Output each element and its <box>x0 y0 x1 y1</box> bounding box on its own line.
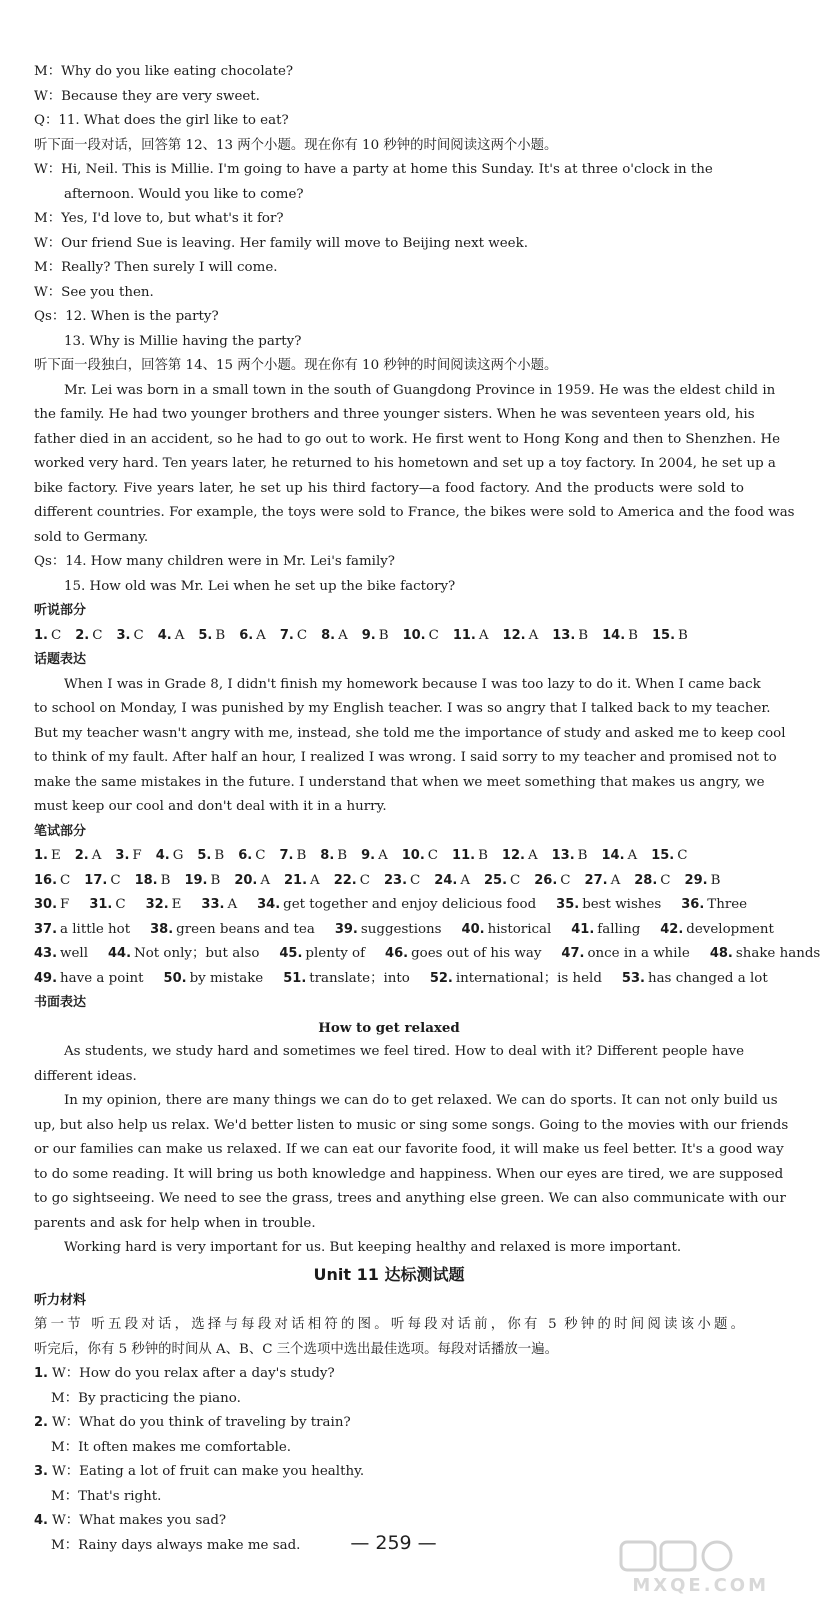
essay-title: How to get relaxed <box>318 1019 460 1036</box>
answer-row-written-1 <box>34 844 744 869</box>
answer-item <box>34 918 130 943</box>
heading-written-expression: 书面表达 <box>34 995 87 1010</box>
text-line: W：Because they are very sweet. <box>34 88 260 104</box>
answer-item <box>602 844 638 869</box>
essay-line: to go sightseeing. We need to see the grass, trees and anything else green. We can also communicate with our <box>34 1191 786 1206</box>
answer-number: 12. <box>501 848 525 863</box>
answer-number: 28. <box>634 872 658 888</box>
monologue-line: worked very hard. Ten years later, he returned to his hometown and set up a toy factory. In 2004, he set up a <box>34 456 776 471</box>
dialogue-woman-line: W：What makes you sad? <box>51 1513 227 1528</box>
answer-number: 40. <box>461 921 485 937</box>
essay-line: to do some reading. It will bring us both knowledge and happiness. When our eyes are tired, we are supposed <box>34 1166 784 1182</box>
answer-item <box>146 893 182 918</box>
topic-line: make the same mistakes in the future. I understand that when we meet something that makes us angry, we <box>34 774 765 790</box>
dialogue-number: 4. <box>34 1513 48 1528</box>
answer-item <box>434 869 470 894</box>
answer-number: 33. <box>201 897 225 912</box>
monologue-line: bike factory. Five years later, he set up his third factory—a food factory. And the products were sold to <box>34 480 744 496</box>
text-line: afternoon. Would you like to come? <box>64 186 304 202</box>
monologue-line: the family. He had two younger brothers and three younger sisters. When he was seventeen years old, his <box>34 407 755 422</box>
answer-item <box>108 942 259 967</box>
answer-item <box>184 869 220 894</box>
answer-item <box>34 869 70 894</box>
answer-number: 14. <box>601 848 625 863</box>
dialogue-woman-line: W：What do you think of traveling by train? <box>51 1415 351 1430</box>
answer-number: 38. <box>150 921 174 937</box>
monologue-line: Mr. Lei was born in a small town in the south of Guangdong Province in 1959. He was the eldest child in <box>64 382 776 398</box>
answer-number: 12. <box>502 627 526 643</box>
answer-item <box>710 942 820 967</box>
watermark-text: MXQE.COM <box>632 1575 769 1596</box>
answer-number: 10. <box>402 627 426 643</box>
section-instructions <box>34 1313 744 1362</box>
answer-item <box>283 967 410 992</box>
answer-item <box>403 624 439 649</box>
answer-number: 9. <box>361 627 376 643</box>
answer-number: 36. <box>681 897 705 912</box>
answer-number: 53. <box>621 970 645 986</box>
answer-text: A <box>260 872 271 888</box>
essay-line: different ideas. <box>34 1068 137 1084</box>
answer-text: B <box>160 872 171 888</box>
answer-text: A <box>627 848 638 863</box>
text-line: 听下面一段独白，回答第 14、15 两个小题。现在你有 10 秒钟的时间阅读这两个小题。 <box>34 358 558 373</box>
answer-text: A <box>338 627 348 643</box>
answer-item <box>257 893 536 918</box>
dialogue-number: 2. <box>34 1415 48 1430</box>
answer-text: A <box>460 872 470 888</box>
answer-item <box>503 624 539 649</box>
page-content <box>34 60 820 1558</box>
answer-item <box>34 967 144 992</box>
dialogue-man-line: M：That's right. <box>51 1488 162 1504</box>
answer-item <box>320 844 347 869</box>
answer-number: 8. <box>320 848 335 863</box>
answer-item <box>651 844 687 869</box>
answer-number: 49. <box>34 970 58 986</box>
answer-item <box>156 844 184 869</box>
answer-item <box>84 869 120 894</box>
answer-text: have a point <box>60 970 144 986</box>
answer-number: 27. <box>584 872 608 888</box>
dialogue-man-line: M：It often makes me comfortable. <box>51 1439 292 1455</box>
answer-number: 2. <box>75 627 90 643</box>
answer-item <box>197 844 224 869</box>
answer-text: B <box>215 627 226 643</box>
answer-item <box>361 844 388 869</box>
answer-number: 41. <box>571 921 595 937</box>
answer-item <box>34 893 69 918</box>
answer-text: falling <box>597 921 641 937</box>
answer-text: B <box>337 848 348 863</box>
answer-text: A <box>227 897 238 912</box>
answer-text: A <box>174 627 185 643</box>
essay-line: up, but also help us relax. We'd better listen to music or sing some songs. Going to the movies with our friends <box>34 1117 789 1133</box>
answer-number: 35. <box>556 897 580 912</box>
answer-text: by mistake <box>189 970 264 986</box>
dialogue-man-line: M：By practicing the piano. <box>51 1390 241 1406</box>
answer-text: A <box>528 627 539 643</box>
answer-row-written-4 <box>34 918 774 943</box>
answer-text: C <box>560 872 571 888</box>
answer-number: 10. <box>401 848 425 863</box>
answer-item <box>402 844 438 869</box>
page-number: — 259 — <box>350 1532 437 1554</box>
answer-text: shake hands <box>735 946 820 961</box>
answer-text: C <box>92 627 103 643</box>
answer-text: C <box>677 848 688 863</box>
answer-text: C <box>115 897 126 912</box>
answer-item <box>75 844 102 869</box>
answer-number: 1. <box>34 848 48 863</box>
answer-item <box>585 869 621 894</box>
answer-number: 25. <box>483 872 508 888</box>
answer-text: C <box>427 848 439 863</box>
answer-item <box>534 869 570 894</box>
dialogue-man-line: M：Rainy days always make me sad. <box>51 1537 301 1553</box>
topic-line: to school on Monday, I was punished by my English teacher. I was so angry that I talked back to my teacher. <box>34 701 771 716</box>
dialogue-number: 1. <box>34 1366 48 1381</box>
answer-item <box>602 624 638 649</box>
question-15: 15. How old was Mr. Lei when he set up the bike factory? <box>64 578 456 594</box>
watermark-logo <box>584 1538 769 1596</box>
answer-text: get together and enjoy delicious food <box>283 897 537 912</box>
heading-written-part: 笔试部分 <box>34 823 87 839</box>
dialogue-question-line <box>34 1411 744 1436</box>
answer-text: C <box>133 627 144 643</box>
answer-number: 22. <box>333 872 357 888</box>
answer-number: 18. <box>134 872 158 888</box>
monologue-line: father died in an accident, so he had to go out to work. He first went to Hong Kong and then to Shenzhen. He <box>34 431 781 447</box>
dialogue-question-line <box>34 1460 744 1485</box>
answer-text: C <box>255 848 266 863</box>
question-14: Qs：14. How many children were in Mr. Lei's family? <box>34 554 395 569</box>
answer-number: 15. <box>652 627 676 643</box>
answer-item <box>552 844 588 869</box>
answer-item <box>116 624 143 649</box>
answer-item <box>335 918 442 943</box>
answer-number: 48. <box>709 946 733 961</box>
answer-number: 2. <box>74 848 89 863</box>
answer-item <box>334 869 370 894</box>
answer-item <box>571 918 640 943</box>
answer-number: 46. <box>385 946 409 961</box>
answer-text: E <box>171 897 182 912</box>
answer-number: 1. <box>34 627 48 643</box>
answer-text: international；is held <box>455 970 602 986</box>
essay-paragraph-1 <box>34 1040 744 1089</box>
watermark-icon <box>619 1538 739 1574</box>
unit-title: Unit 11 达标测试题 <box>313 1264 465 1284</box>
answer-item <box>280 624 307 649</box>
essay-line: parents and ask for help when in trouble. <box>34 1215 316 1231</box>
topic-line: When I was in Grade 8, I didn't finish my homework because I was too lazy to do it. When I came back <box>64 676 761 692</box>
answer-number: 4. <box>157 627 172 643</box>
answer-text: F <box>60 897 70 912</box>
answer-text: C <box>660 872 671 888</box>
instruction-line: 第一节 听五段对话，选择与每段对话相符的图。听每段对话前，你有 5 秒钟的时间阅读该小题。 <box>34 1317 744 1332</box>
answer-item <box>321 624 348 649</box>
topic-line: But my teacher wasn't angry with me, instead, she told me the importance of study and asked me to keep cool <box>34 725 786 741</box>
answer-item <box>284 869 320 894</box>
answer-item <box>198 624 225 649</box>
dialogue-block-top <box>34 60 744 379</box>
answer-item <box>622 967 768 992</box>
text-line: 听下面一段对话，回答第 12、13 两个小题。现在你有 10 秒钟的时间阅读这两个小题。 <box>34 137 558 153</box>
answer-item <box>115 844 141 869</box>
dialogue-question-line <box>34 1362 744 1387</box>
answer-item <box>385 942 541 967</box>
answer-item <box>150 918 315 943</box>
answer-number: 7. <box>279 627 294 643</box>
answer-item <box>452 844 488 869</box>
answer-text: C <box>359 872 370 888</box>
answer-number: 4. <box>155 848 170 863</box>
answer-number: 43. <box>34 946 58 961</box>
topic-line: must keep our cool and don't deal with it in a hurry. <box>34 799 387 814</box>
answer-text: suggestions <box>360 921 442 937</box>
answer-row-written-5 <box>34 942 820 967</box>
dialogue-woman-line: W：Eating a lot of fruit can make you healthy. <box>51 1464 365 1479</box>
dialogue-number: 3. <box>34 1464 48 1479</box>
answer-number: 45. <box>279 946 303 961</box>
essay-line: or our families can make us relaxed. If we can eat our favorite food, it will make us feel better. It's a good way <box>34 1142 784 1157</box>
answer-text: A <box>91 848 102 863</box>
answer-row-written-3 <box>34 893 748 918</box>
answer-item <box>238 844 265 869</box>
answer-number: 11. <box>452 848 476 863</box>
answer-number: 52. <box>429 970 453 986</box>
answer-number: 14. <box>602 627 626 643</box>
answer-text: E <box>50 848 61 863</box>
answer-number: 44. <box>107 946 132 961</box>
text-line: Qs：12. When is the party? <box>34 309 219 324</box>
answer-number: 34. <box>257 897 281 912</box>
answer-item <box>384 869 420 894</box>
dialogue-list <box>34 1362 744 1558</box>
answer-item <box>164 967 264 992</box>
answer-number: 6. <box>238 848 253 863</box>
answer-number: 17. <box>84 872 108 888</box>
answer-text: C <box>50 627 62 643</box>
answer-number: 21. <box>284 872 308 888</box>
answer-number: 6. <box>239 627 254 643</box>
instruction-line: 听完后，你有 5 秒钟的时间从 A、B、C 三个选项中选出最佳选项。每段对话播放一遍。 <box>34 1341 558 1357</box>
answer-number: 8. <box>321 627 336 643</box>
answer-text: green beans and tea <box>176 921 315 937</box>
answer-text: once in a while <box>587 946 690 961</box>
answer-number: 50. <box>163 970 187 986</box>
heading-listening-speaking: 听说部分 <box>34 603 87 618</box>
answer-number: 7. <box>279 848 294 863</box>
answer-text: plenty of <box>305 946 366 961</box>
answer-text: has changed a lot <box>647 970 768 986</box>
answer-text: A <box>610 872 621 888</box>
answer-item <box>556 893 661 918</box>
answer-number: 31. <box>89 897 113 912</box>
answer-item <box>430 967 602 992</box>
answer-item <box>681 893 747 918</box>
answer-text: B <box>678 627 688 643</box>
monologue-line: sold to Germany. <box>34 529 149 545</box>
text-line: 13. Why is Millie having the party? <box>64 333 302 349</box>
answer-text: B <box>577 848 588 863</box>
answer-text: B <box>710 872 721 888</box>
answer-number: 11. <box>452 627 476 643</box>
answer-item <box>158 624 185 649</box>
answer-text: translate；into <box>309 970 410 986</box>
answer-number: 13. <box>551 848 575 863</box>
answer-number: 9. <box>361 848 376 863</box>
answer-number: 30. <box>34 897 58 912</box>
answer-text: a little hot <box>60 921 131 937</box>
answer-number: 32. <box>145 897 169 912</box>
answer-row-written-2 <box>34 869 744 894</box>
answer-number: 29. <box>684 872 708 888</box>
answer-text: well <box>60 946 88 961</box>
answer-item <box>279 844 306 869</box>
answer-item <box>34 624 61 649</box>
answer-text: A <box>310 872 320 888</box>
answer-text: B <box>296 848 307 863</box>
answer-item <box>453 624 489 649</box>
answer-item <box>135 869 171 894</box>
answer-text: C <box>510 872 521 888</box>
answer-text: C <box>428 627 439 643</box>
answer-number: 5. <box>198 627 213 643</box>
essay-paragraph-2 <box>34 1089 789 1236</box>
answer-number: 16. <box>34 872 58 888</box>
answer-text: B <box>478 848 488 863</box>
answer-text: B <box>214 848 225 863</box>
answer-number: 51. <box>283 970 307 986</box>
answer-text: A <box>256 627 266 643</box>
answer-number: 47. <box>561 946 585 961</box>
answer-text: goes out of his way <box>411 946 542 961</box>
answer-text: best wishes <box>582 897 662 912</box>
answer-item <box>239 624 266 649</box>
text-line: W：See you then. <box>34 284 154 300</box>
answer-number: 24. <box>434 872 458 888</box>
answer-item <box>484 869 520 894</box>
answer-row-written-6 <box>34 967 768 992</box>
answer-text: C <box>410 872 421 888</box>
answer-item <box>234 869 270 894</box>
answer-number: 20. <box>234 872 258 888</box>
answer-text: G <box>172 848 184 863</box>
answer-item <box>561 942 689 967</box>
text-line: M：Yes, I'd love to, but what's it for? <box>34 211 284 226</box>
topic-paragraph <box>34 673 786 820</box>
text-line: M：Why do you like eating chocolate? <box>34 64 294 79</box>
text-line: W：Our friend Sue is leaving. Her family will move to Beijing next week. <box>34 235 528 251</box>
answer-item <box>279 942 365 967</box>
answer-text: A <box>478 627 489 643</box>
answer-text: B <box>578 627 589 643</box>
answer-text: Three <box>707 897 748 912</box>
answer-item <box>34 942 88 967</box>
monologue-paragraph <box>34 379 795 551</box>
answer-text: B <box>628 627 638 643</box>
answer-item <box>201 893 237 918</box>
answer-text: A <box>527 848 538 863</box>
answer-item <box>75 624 102 649</box>
answer-text: historical <box>487 921 552 937</box>
answer-number: 19. <box>184 872 208 888</box>
answer-item <box>89 893 125 918</box>
dialogue-question-line <box>34 1509 744 1534</box>
answer-number: 23. <box>384 872 408 888</box>
answer-text: Not only；but also <box>134 946 260 961</box>
answer-item <box>362 624 389 649</box>
answer-number: 39. <box>334 921 358 937</box>
answer-item <box>502 844 538 869</box>
text-line: W：Hi, Neil. This is Millie. I'm going to have a party at home this Sunday. It's at three o'clock in the <box>34 162 713 177</box>
essay-line: In my opinion, there are many things we can do to get relaxed. We can do sports. It can not only build us <box>64 1093 778 1108</box>
answer-text: F <box>132 848 142 863</box>
answer-number: 15. <box>651 848 675 863</box>
heading-listening-material: 听力材料 <box>34 1292 87 1308</box>
answer-item <box>685 869 721 894</box>
answer-number: 3. <box>115 848 130 863</box>
topic-line: to think of my fault. After half an hour, I realized I was wrong. I said sorry to my teacher and promised not to <box>34 750 777 765</box>
answer-text: B <box>378 627 389 643</box>
answer-row-listening <box>34 624 744 649</box>
dialogue-woman-line: W：How do you relax after a day's study? <box>51 1366 335 1381</box>
answer-text: A <box>378 848 388 863</box>
answer-number: 37. <box>34 921 58 937</box>
monologue-line: different countries. For example, the toys were sold to France, the bikes were sold to America and the food was <box>34 505 795 520</box>
answer-item <box>34 844 61 869</box>
essay-line: As students, we study hard and sometimes we feel tired. How to deal with it? Different people have <box>64 1044 744 1059</box>
answer-text: C <box>60 872 71 888</box>
text-line: Q：11. What does the girl like to eat? <box>34 113 289 128</box>
answer-item <box>634 869 670 894</box>
answer-number: 26. <box>534 872 558 888</box>
heading-topic-expression: 话题表达 <box>34 652 87 667</box>
text-line: M：Really? Then surely I will come. <box>34 260 278 275</box>
answer-number: 13. <box>552 627 576 643</box>
answer-text: C <box>296 627 308 643</box>
answer-item <box>652 624 688 649</box>
answer-item <box>552 624 588 649</box>
answer-item <box>462 918 552 943</box>
answer-number: 5. <box>197 848 212 863</box>
answer-text: development <box>686 921 774 937</box>
answer-text: C <box>110 872 121 888</box>
answer-item <box>660 918 774 943</box>
answer-text: B <box>210 872 221 888</box>
answer-number: 42. <box>660 921 684 937</box>
answer-number: 3. <box>116 627 131 643</box>
essay-paragraph-3: Working hard is very important for us. But keeping healthy and relaxed is more important. <box>64 1240 682 1255</box>
